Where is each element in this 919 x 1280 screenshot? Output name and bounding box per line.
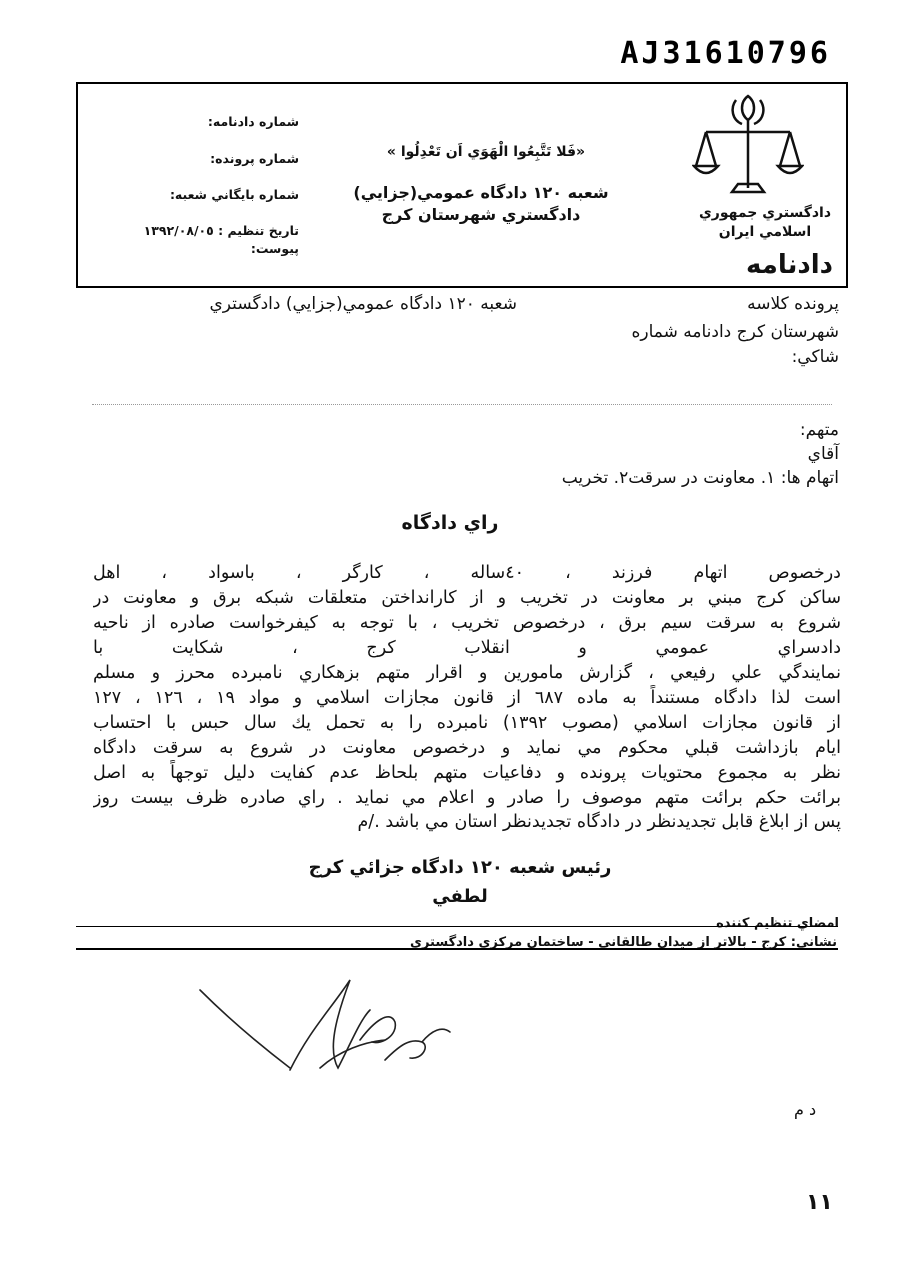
ruling-heading: راي دادگاه <box>401 512 499 534</box>
redacted-line <box>92 404 832 405</box>
branch-city: دادگستري شهرستان كرج <box>381 205 581 224</box>
attachment-label: پيوست: <box>250 241 299 256</box>
ruling-line: درخصوص اتهام فرزند ، ٤٠ساله ، كارگر ، باسواد ، اهل <box>93 563 841 583</box>
ruling-line: پس از ابلاغ قابل تجديدنظر در دادگاه تجديدنظر استان مي باشد ./م <box>357 812 841 832</box>
handwritten-mark: د م <box>794 1100 817 1119</box>
ruling-line: نمايندگي علي رفيعي ، گزارش مامورين و اقرار متهم بزهكاري نامبرده محرز و مسلم <box>93 663 841 683</box>
ruling-line: است لذا دادگاه مستنداً به ماده ٦٨٧ از قانون مجازات اسلامي و مواد ١٩ ، ١٢٦ ، ١٢٧ <box>93 688 841 708</box>
page-number: ١١ <box>806 1190 833 1215</box>
footer-divider <box>76 926 838 927</box>
case-city-verdict-number: شهرستان كرج دادنامه شماره <box>631 322 839 342</box>
ruling-line: نظر به مجموع محتويات پرونده و دفاعيات متهم بلحاظ عدم كفايت دليل توجهاً به اصل <box>93 763 841 783</box>
verdict-number-label: شماره دادنامه: <box>207 114 299 129</box>
branch-name: شعبه ١٢٠ دادگاه عمومي(جزايي) <box>353 183 609 202</box>
plaintiff-label: شاكي: <box>791 347 839 367</box>
ruling-line: ساكن كرج مبني بر معاونت در تخريب و از كارانداختن متعلقات شبكه برق و معاونت در <box>93 588 841 608</box>
judge-name: لطفي <box>432 886 488 907</box>
serial-number: AJ31610796 <box>620 36 831 71</box>
accused-title: آقاي <box>807 444 839 464</box>
judge-title: رئيس شعبه ١٢٠ دادگاه جزائي كرج <box>308 857 612 878</box>
issue-date: تاريخ تنظيم : ١٣٩٢/٠٨/٠٥ <box>143 223 299 238</box>
court-branch-title <box>318 182 644 226</box>
judiciary-emblem-icon <box>692 92 804 208</box>
accused-label: متهم: <box>799 420 839 440</box>
emblem-title: دادگستري جمهوري اسلامي ايران <box>698 205 832 240</box>
ruling-line: دادسراي عمومي و انقلاب كرج ، شكايت با <box>93 638 841 658</box>
ruling-line: برائت حكم برائت متهم موصوف را صادر و اعلام مي نمايد . راي صادره ظرف بيست روز <box>93 788 841 808</box>
signer-label: امضاي تنظيم كننده <box>716 916 839 931</box>
case-number-label: شماره پرونده: <box>210 151 299 166</box>
archive-number-label: شماره بايگاني شعبه: <box>169 187 299 202</box>
ruling-line: شروع به سرقت سيم برق ، درخصوص تخريب ، با توجه به كيفرخواست صادره از ناحيه <box>93 613 841 633</box>
case-file-label: پرونده كلاسه <box>747 294 839 314</box>
handwritten-signature <box>160 950 480 1090</box>
charges: اتهام ها: ١. معاونت در سرقت٢. تخريب <box>561 468 839 488</box>
quran-verse: «فَلا تَتَّبِعُوا الْهَوَي اَن تَعْدِلُوا » <box>386 144 586 160</box>
ruling-line: از قانون مجازات اسلامي (مصوب ١٣٩٢) نامبرده را به تحمل يك سال حبس با احتساب <box>93 713 841 733</box>
case-branch-text: شعبه ١٢٠ دادگاه عمومي(جزايي) دادگستري <box>209 294 517 314</box>
court-address: نشاني: كرج - بالاتر از ميدان طالقاني - ساختمان مركزي دادگستري <box>410 935 837 950</box>
document-type-title: دادنامه <box>746 250 833 280</box>
ruling-line: ايام بازداشت قبلي محكوم مي نمايد و درخصوص معاونت در شروع به سرقت دادگاه <box>93 738 841 758</box>
